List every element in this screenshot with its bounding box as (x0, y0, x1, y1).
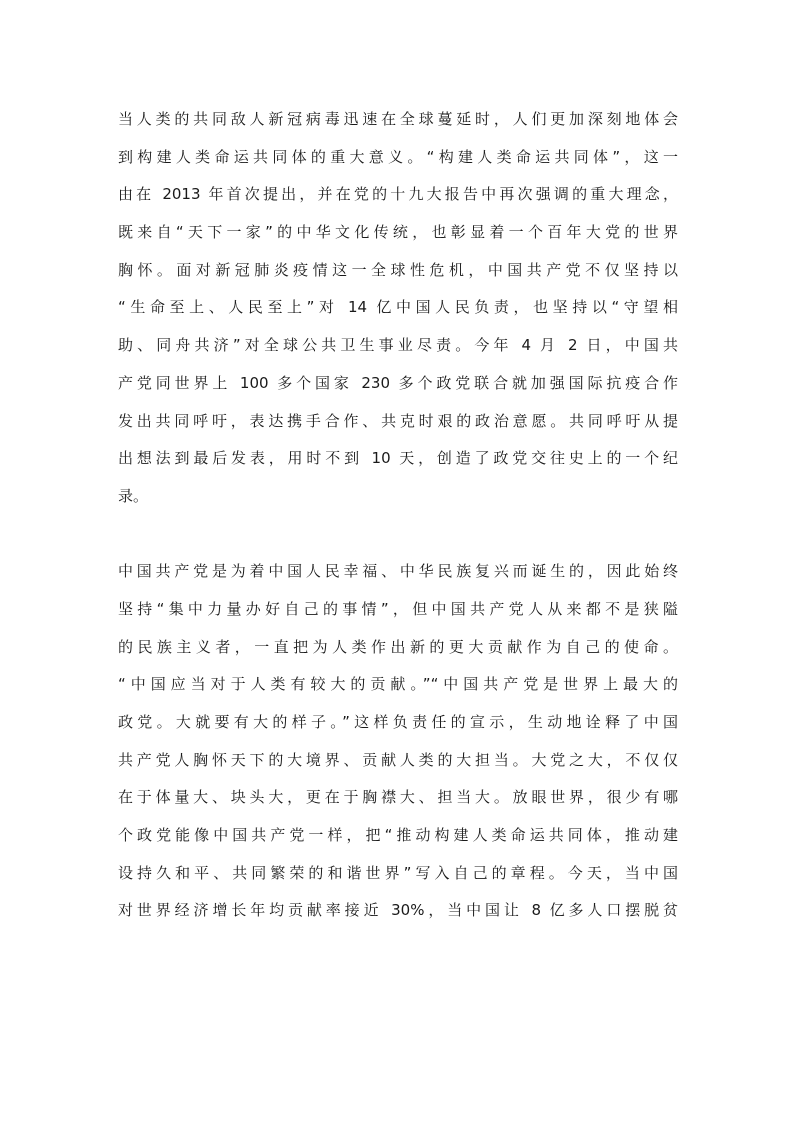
text-line: 胸怀。面对新冠肺炎疫情这一全球性危机，中国共产党不仅坚持以 (118, 260, 678, 279)
text-line: 中国共产党是为着中国人民幸福、中华民族复兴而诞生的，因此始终 (118, 562, 678, 581)
text-line: 的民族主义者，一直把为人类作出新的更大贡献作为自己的使命。 (118, 637, 678, 656)
text-line: “中国应当对于人类有较大的贡献。”“中国共产党是世界上最大的 (118, 675, 678, 694)
text-line: 产党同世界上 100 多个国家 230 多个政党联合就加强国际抗疫合作 (118, 373, 678, 392)
text-line: 到构建人类命运共同体的重大意义。“构建人类命运共同体”，这一 (118, 147, 678, 166)
text-line: 在于体量大、块头大，更在于胸襟大、担当大。放眼世界，很少有哪 (118, 788, 678, 807)
text-line: 当人类的共同敌人新冠病毒迅速在全球蔓延时，人们更加深刻地体会 (118, 110, 678, 128)
document-body (118, 101, 678, 930)
text-line: 政党。大就要有大的样子。”这样负责任的宣示，生动地诠释了中国 (118, 713, 678, 731)
text-line: 坚持“集中力量办好自己的事情”，但中国共产党人从来都不是狭隘 (118, 599, 678, 618)
text-line: “生命至上、人民至上”对 14 亿中国人民负责，也坚持以“守望相 (118, 298, 678, 317)
text-line: 既来自“天下一家”的中华文化传统，也彰显着一个百年大党的世界 (118, 223, 678, 242)
text-line: 出想法到最后发表，用时不到 10 天，创造了政党交往史上的一个纪 (118, 449, 678, 468)
text-line: 录。 (118, 486, 149, 505)
text-line: 发出共同呼吁，表达携手合作、共克时艰的政治意愿。共同呼吁从提 (118, 411, 678, 430)
text-line: 个政党能像中国共产党一样，把“推动构建人类命运共同体，推动建 (118, 826, 678, 845)
text-line: 助、同舟共济”对全球公共卫生事业尽责。今年 4 月 2 日，中国共 (118, 336, 678, 355)
text-line: 由在 2013 年首次提出，并在党的十九大报告中再次强调的重大理念， (118, 185, 678, 204)
paragraph-1 (118, 101, 678, 516)
text-line: 设持久和平、共同繁荣的和谐世界”写入自己的章程。今天，当中国 (118, 863, 678, 882)
paragraph-gap (118, 516, 678, 554)
text-line: 对世界经济增长年均贡献率接近 30%，当中国让 8 亿多人口摆脱贫 (118, 901, 678, 920)
text-line: 共产党人胸怀天下的大境界、贡献人类的大担当。大党之大，不仅仅 (118, 750, 678, 769)
paragraph-2 (118, 553, 678, 930)
